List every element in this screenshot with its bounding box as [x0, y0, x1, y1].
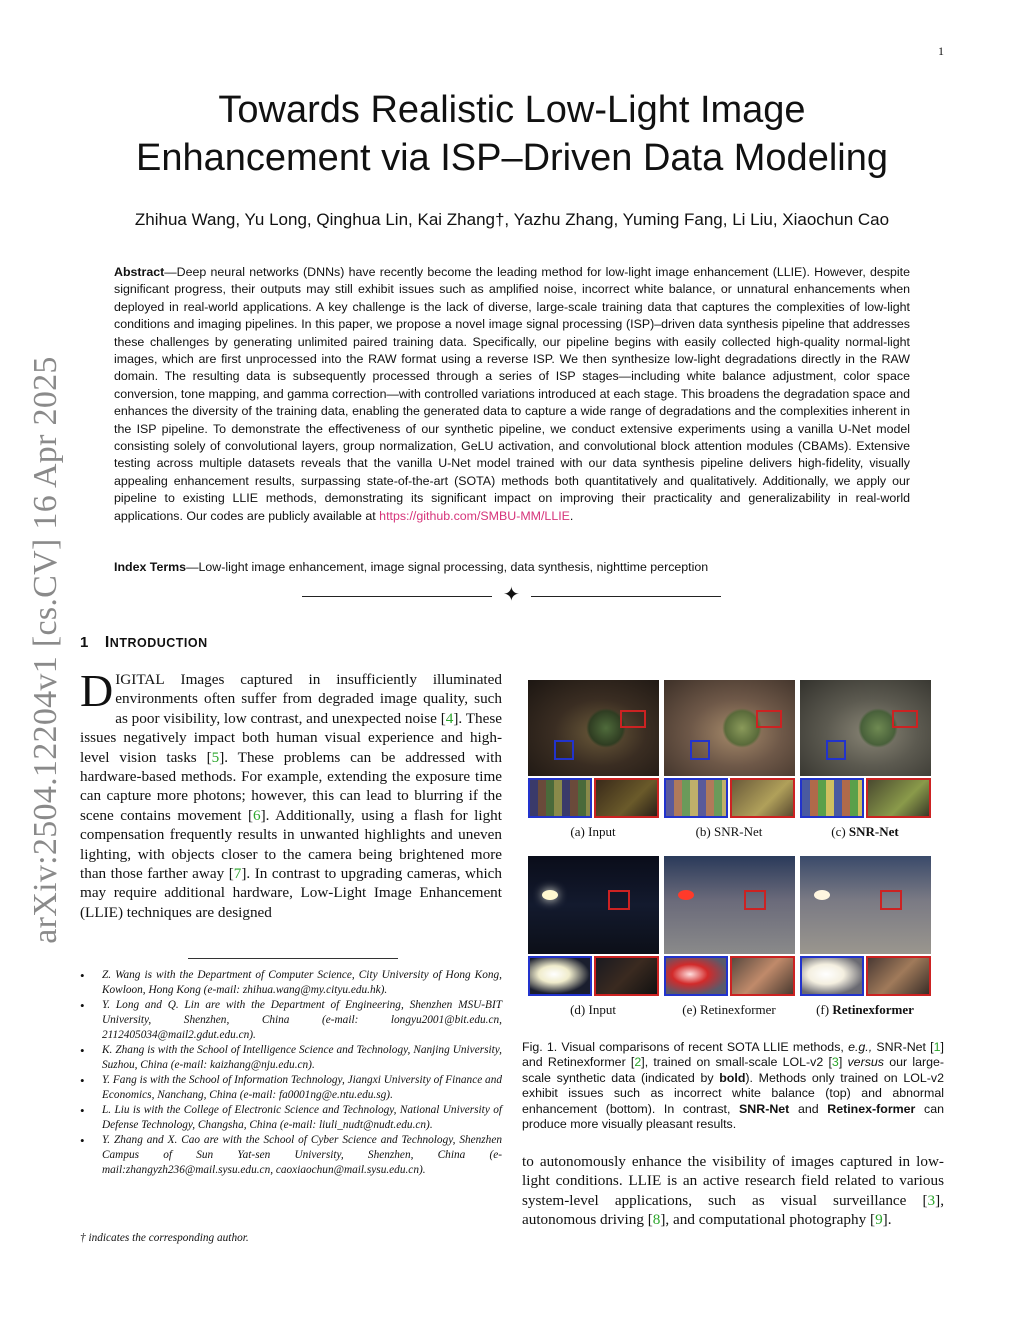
footnote-item: • Z. Wang is with the Department of Computer Science, City University of Hong Kong, Kowloon, Hong Kong (e-mail: zhihua.wang@my.cityu.edu.hk). — [80, 968, 502, 998]
caption-prefix: (c) — [831, 824, 849, 839]
lamp-light — [542, 890, 558, 900]
caption-f — [800, 1002, 930, 1018]
abstract — [114, 264, 910, 525]
body-text: ], autonomous driving [ — [522, 1191, 944, 1229]
paper-title — [80, 86, 944, 182]
section-title-rest: NTRODUCTION — [109, 636, 208, 650]
figcap-text: and — [789, 1101, 828, 1116]
caption-label: Retinexformer — [699, 1002, 776, 1017]
figcap-text: SNR-Net [ — [872, 1040, 934, 1054]
crop-box-blue — [554, 740, 574, 760]
crop-b-detail — [730, 778, 795, 818]
section-number: 1 — [80, 634, 89, 651]
footnote-item: • Y. Fang is with the School of Information Technology, Jiangxi University of Finance and Economics, Nanchang, China (e-mail: fa0001ng@e.ntu.edu.sg). — [80, 1073, 502, 1103]
figure-caption — [522, 1040, 944, 1132]
index-terms-label: Index Terms — [114, 560, 187, 574]
code-link[interactable]: https://github.com/SMBU-MM/LLIE — [379, 508, 570, 523]
image-f-retinexformer-ours — [800, 856, 931, 954]
caption-prefix: (f) — [816, 1002, 833, 1017]
footnote-rule — [188, 958, 398, 959]
body-text: ], and computational photography [ — [660, 1211, 876, 1229]
crop-b-colorchecker — [664, 778, 728, 818]
intro-smallcaps: IGITAL — [115, 671, 165, 688]
figcap-text: ). Methods only trained on LOL-v2 exhibit issues such as incorrect white balance (top) and abnormal enhancement (bottom). In contrast, — [522, 1070, 944, 1116]
intro-text-2: ]. These issues negatively impact both human visual experience and high-level vision tasks [ — [80, 709, 503, 766]
crop-c-detail — [866, 778, 931, 818]
image-a-input — [528, 680, 659, 776]
crop-f-window — [866, 956, 931, 996]
figcap-italic: e.g., — [848, 1040, 873, 1054]
caption-prefix: (e) — [682, 1002, 700, 1017]
crop-box-blue — [826, 740, 846, 760]
intro-text-3: ]. These problems can be addressed with hardware-based methods. For example, extending the exposure time can capture more photons; however, this can lead to blurring if the scene contains movement [ — [80, 748, 502, 824]
arxiv-id: arXiv:2504.12204v1 [cs.CV] 16 Apr 2025 — [27, 356, 64, 944]
body-text: to autonomously enhance the visibility of images captured in low-light conditions. LLIE is an active research field related to various system-level applications, such as visual surveillance [ — [522, 1153, 944, 1209]
image-e-retinexformer — [664, 856, 795, 954]
abstract-end: . — [569, 508, 574, 523]
citation-link[interactable]: 2 — [634, 1055, 642, 1070]
crop-e-window — [730, 956, 795, 996]
crop-box-red — [756, 710, 782, 728]
figcap-bold: bold — [719, 1070, 746, 1085]
crop-e-lamp — [664, 956, 728, 996]
figcap-text: Fig. 1. Visual comparisons of recent SOTA LLIE methods, — [522, 1040, 849, 1054]
caption-prefix: (d) — [570, 1002, 589, 1017]
intro-text-1: Images captured in insufficiently illuminated environments often suffer from degraded image quality, such as poor visibility, low contrast, and unexpected noise [ — [115, 671, 502, 727]
footnote-item: • L. Liu is with the College of Electronic Science and Technology, National University of Defense Technology, Changsha, China (e-mail: liuli_nudt@nudt.edu.cn). — [80, 1103, 502, 1133]
caption-d — [528, 1002, 658, 1018]
caption-label: SNR-Net — [848, 824, 899, 839]
citation-link[interactable]: 9 — [875, 1211, 883, 1229]
crop-box-red — [620, 710, 646, 728]
figcap-bold: Retinex-former — [827, 1101, 916, 1116]
crop-box-red — [892, 710, 918, 728]
citation-link[interactable]: 7 — [233, 865, 242, 883]
caption-label: Retinexformer — [832, 1002, 914, 1017]
index-terms — [114, 560, 910, 574]
crop-d-lamp — [528, 956, 592, 996]
intro-continuation — [522, 1152, 944, 1230]
author-list: Zhihua Wang, Yu Long, Qinghua Lin, Kai Zhang†, Yazhu Zhang, Yuming Fang, Li Liu, Xiaochun Cao — [134, 210, 890, 229]
crop-c-colorchecker — [800, 778, 864, 818]
crop-box-blue — [690, 740, 710, 760]
citation-link[interactable]: 3 — [831, 1055, 839, 1070]
caption-a — [528, 824, 658, 840]
caption-prefix: (b) — [695, 824, 715, 839]
figcap-bold: SNR-Net — [739, 1101, 790, 1116]
title-line-1: Towards Realistic Low-Light Image — [218, 89, 806, 131]
intro-text-5: ]. In contrast to upgrading cameras, which may require additional hardware, Low-Light Image Enhancement (LLIE) techniques are designed — [80, 865, 502, 921]
citation-link[interactable]: 5 — [211, 748, 220, 766]
separator-right-line — [531, 596, 721, 597]
caption-label: Input — [588, 1002, 616, 1017]
figcap-text: ], trained on small-scale LOL-v2 [ — [641, 1055, 832, 1070]
separator-star-icon: ✦ — [503, 584, 520, 606]
page-number: 1 — [938, 44, 944, 58]
crop-a-colorchecker — [528, 778, 592, 818]
figcap-text: ] — [838, 1055, 848, 1070]
corresponding-author-note: † indicates the corresponding author. — [80, 1232, 249, 1244]
separator-left-line — [302, 596, 492, 597]
crop-box-red — [744, 890, 766, 910]
figure-1 — [522, 676, 944, 1036]
citation-link[interactable]: 8 — [652, 1211, 661, 1229]
citation-link[interactable]: 3 — [927, 1191, 936, 1209]
figcap-italic: versus — [847, 1055, 884, 1070]
caption-label: Input — [588, 824, 616, 839]
citation-link[interactable]: 4 — [445, 709, 454, 727]
index-terms-body: —Low-light image enhancement, image signal processing, data synthesis, nighttime perception — [186, 560, 709, 574]
footnote-item: • Y. Zhang and X. Cao are with the School of Cyber Science and Technology, Shenzhen Campus of Sun Yat-sen University, Shenzhen, China (e-mail:zhangyzh236@mail.sysu.edu.cn, caoxiaochun@mail.sysu.edu.cn). — [80, 1133, 502, 1178]
crop-box-red — [880, 890, 902, 910]
body-text: ]. — [882, 1211, 892, 1229]
figcap-text: our large-scale synthetic data (indicated by — [522, 1055, 944, 1085]
image-b-snrnet — [664, 680, 795, 776]
section-heading — [80, 634, 208, 652]
image-d-input — [528, 856, 659, 954]
citation-link[interactable]: 1 — [933, 1040, 941, 1054]
figcap-text: ] and Retinexformer [ — [522, 1040, 944, 1070]
crop-d-window — [594, 956, 659, 996]
footnote-item: • K. Zhang is with the School of Intelligence Science and Technology, Nanjing University, Suzhou, China (e-mail: kaizhang@nju.edu.cn). — [80, 1043, 502, 1073]
figcap-text: can produce more visually pleasant results. — [522, 1101, 944, 1132]
footnote-item: • Y. Long and Q. Lin are with the Department of Engineering, Shenzhen MSU-BIT University, Shenzhen, China (e-mail: longyu2001@bit.edu.cn, 2112405034@mail2.gdut.edu.cn). — [80, 998, 502, 1043]
section-title-initial: I — [104, 634, 110, 651]
caption-prefix: (a) — [570, 824, 589, 839]
lamp-light — [678, 890, 694, 900]
caption-c — [800, 824, 930, 840]
crop-box-red — [608, 890, 630, 910]
crop-f-lamp — [800, 956, 864, 996]
title-line-2: Enhancement via ISP–Driven Data Modeling — [136, 137, 888, 179]
crop-a-detail — [594, 778, 659, 818]
intro-paragraph — [80, 665, 503, 922]
intro-text-4: ]. Additionally, using a flash for light compensation frequently results in unwanted highlights and uneven lighting, with objects closer to the camera being brightened more than those farther away [ — [80, 806, 502, 883]
drop-cap: D — [80, 665, 114, 716]
caption-b — [664, 824, 794, 840]
arxiv-stamp — [0, 0, 64, 1325]
abstract-body: —Deep neural networks (DNNs) have recently become the leading method for low-light image enhancement (LLIE). However, despite significant progress, their outputs may still exhibit issues such as amplified noise, incorrect white balance, or unnatural enhancements when deployed in real-world applications. A key challenge is the lack of diverse, large-scale training data that captures the complexities of low-light conditions and imaging pipelines. In this paper, we propose a novel image signal processing (ISP)–driven data synthesis pipeline that addresses these challenges by generating unlimited paired training data. Specifically, our pipeline begins with easily collected high-quality normal-light images, which are first unprocessed into the RAW format using a reverse ISP. We then synthesize low-light degradations directly in the RAW domain. The resulting data is subsequently processed through a series of ISP stages—including white balance adjustment, color space conversion, tone mapping, and gamma correction—with controlled variations introduced at each stage. This broadens the degradation space and enhances the diversity of the training data, enabling the generated data to capture a wide range of degradations and the complexities inherent in the ISP pipeline. To demonstrate the effectiveness of our synthetic pipeline, we conduct extensive experiments using a vanilla U-Net model consisting solely of convolutional layers, group normalization, GeLU activation, and convolutional block attention modules (CBAMs). Extensive testing across multiple datasets reveals that the vanilla U-Net model trained with our data synthesis pipeline delivers high-fidelity, visually appealing enhancement results, surpassing state-of-the-art (SOTA) methods both quantitatively and qualitatively. Additionally, we apply our pipeline to existing LLIE methods, demonstrating its significant impact on improving their practicality and generalizability in real-world applications. Our codes are publicly available at — [114, 265, 910, 523]
affiliation-footnotes — [80, 968, 502, 1178]
image-c-snrnet-ours — [800, 680, 931, 776]
abstract-label: Abstract — [114, 265, 165, 279]
citation-link[interactable]: 6 — [253, 806, 261, 824]
caption-e — [664, 1002, 794, 1018]
caption-label: SNR-Net — [714, 824, 763, 839]
lamp-light — [814, 890, 830, 900]
